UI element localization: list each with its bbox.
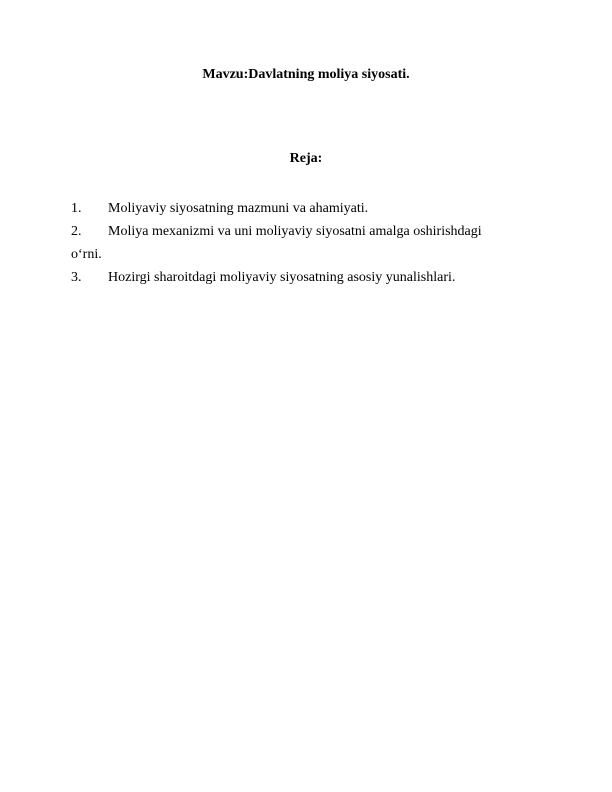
plan-list bbox=[71, 200, 541, 292]
plan-item-number: 2. bbox=[71, 224, 82, 239]
plan-item-number: 1. bbox=[71, 201, 82, 216]
plan-item-3 bbox=[71, 269, 541, 287]
plan-item-number: 3. bbox=[71, 270, 82, 285]
document-title: Mavzu:Davlatning moliya siyosati. bbox=[202, 67, 410, 82]
plan-item-text: Moliya mexanizmi va uni moliyaviy siyosatni amalga oshirishdagi bbox=[108, 224, 482, 239]
plan-item-2 bbox=[71, 223, 541, 264]
plan-item-1 bbox=[71, 200, 541, 218]
plan-heading: Reja: bbox=[289, 151, 323, 166]
plan-item-text: Moliyaviy siyosatning mazmuni va ahamiyati. bbox=[108, 201, 369, 216]
plan-item-text-continuation: o‘rni. bbox=[71, 247, 102, 262]
plan-item-text: Hozirgi sharoitdagi moliyaviy siyosatning asosiy yunalishlari. bbox=[108, 270, 456, 285]
